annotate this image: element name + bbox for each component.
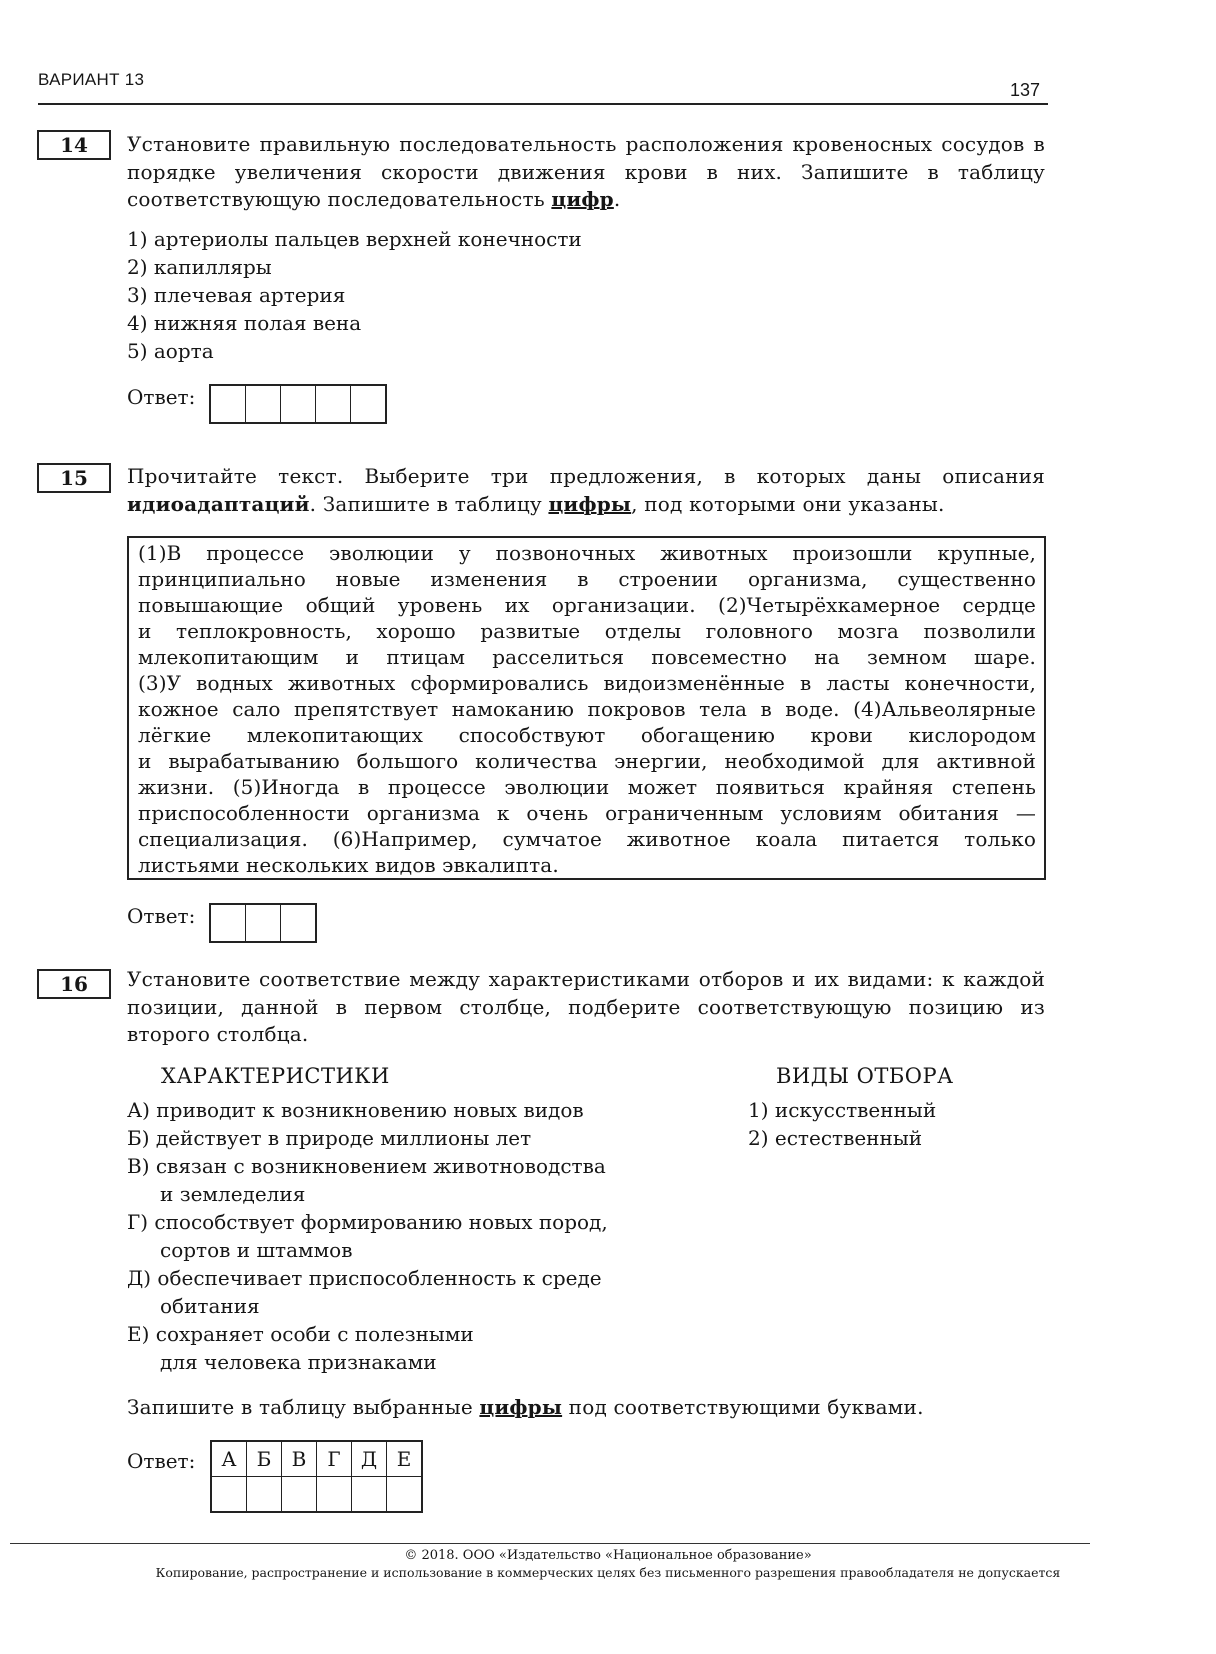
letter-cell: Д [352,1441,387,1477]
emphasis-digits: цифры [548,491,632,516]
answer-label: Ответ: [127,904,196,928]
answer-cell[interactable] [211,386,246,422]
list-item: 2) капилляры [127,255,272,279]
passage-line: листьями нескольких видов эвкалипта. [138,853,559,877]
answer-cell[interactable] [281,386,316,422]
passage-line: и теплокровность, хорошо развитые отделы головного мозга позволили [138,619,1036,643]
question-16-instruction: Запишите в таблицу выбранные цифры под соответствующими буквами. [127,1395,924,1419]
answer-cell[interactable] [282,1477,317,1513]
emphasis-digits: цифры [479,1395,563,1419]
passage-box [127,536,1046,880]
letter-cell: Е [387,1441,423,1477]
answer-cell[interactable] [246,386,281,422]
letter-cell: Б [247,1441,282,1477]
answer-cell[interactable] [246,905,281,941]
letter-cell: Г [317,1441,352,1477]
characteristic-item: Б) действует в природе миллионы лет [127,1126,532,1150]
passage-line: лёгкие млекопитающих способствуют обогащению крови кислородом [138,723,1036,747]
passage-line: принципиально новые изменения в строении организма, существенно [138,567,1036,591]
characteristic-item: Г) способствует формированию новых пород, сортов и штаммов [127,1210,608,1262]
question-14-options [127,225,582,365]
emphasis-digits: цифр [551,187,614,211]
selection-type-item: 2) естественный [748,1126,923,1150]
header-rule [38,103,1048,105]
selection-types-heading: ВИДЫ ОТБОРА [776,1064,954,1088]
answer-label: Ответ: [127,385,196,409]
question-15-text: Прочитайте текст. Выберите три предложения, в которых даны описания идиоадаптаций. Запишите в таблицу цифры, под которыми они указаны. [127,464,1045,516]
characteristic-item: А) приводит к возникновению новых видов [127,1098,584,1122]
answer-cell[interactable] [387,1477,423,1513]
footer-notice: Копирование, распространение и использование в коммерческих целях без письменного разрешения правообладателя не допускается [155,1565,1061,1580]
answers-row[interactable] [211,1477,422,1513]
passage-line: млекопитающим и птицам расселиться повсеместно на земном шаре. [138,645,1036,669]
passage-line: приспособленности организма к очень ограниченным условиям обитания — [138,801,1036,825]
passage-line: кожное сало препятствует намоканию покровов тела в воде. (4)Альвеолярные [138,697,1036,721]
passage-line: (1)В процессе эволюции у позвоночных животных произошли крупные, [138,541,1036,565]
answer-cell[interactable] [211,905,246,941]
characteristics-heading: ХАРАКТЕРИСТИКИ [161,1064,390,1088]
question-16-text: Установите соответствие между характеристиками отборов и их видами: к каждой позиции, данной в первом столбце, подберите соответствующую позицию из второго столбца. [127,967,1045,1046]
answer-cell[interactable] [316,386,351,422]
answer-14-grid[interactable] [209,384,387,424]
answer-cell[interactable] [281,905,315,941]
passage-line: специализация. (6)Например, сумчатое животное коала питается только [138,827,1036,851]
answer-cell[interactable] [247,1477,282,1513]
selection-types-list [748,1096,936,1152]
answer-label: Ответ: [127,1449,196,1473]
list-item: 3) плечевая артерия [127,283,346,307]
passage-line: и вырабатыванию большого количества энергии, необходимой для активной [138,749,1036,773]
list-item: 5) аорта [127,339,214,363]
list-item: 1) артериолы пальцев верхней конечности [127,227,582,251]
answer-cell[interactable] [352,1477,387,1513]
passage-line: жизни. (5)Иногда в процессе эволюции может появиться крайняя степень [138,775,1036,799]
list-item: 4) нижняя полая вена [127,311,362,335]
answer-15-grid[interactable] [209,903,317,943]
letters-row [211,1441,422,1477]
passage-line: повышающие общий уровень их организации. (2)Четырёхкамерное сердце [138,593,1036,617]
answer-cell[interactable] [317,1477,352,1513]
footer-copyright: © 2018. ООО «Издательство «Национальное образование» [404,1548,812,1563]
letter-cell: В [282,1441,317,1477]
letter-cell: А [211,1441,247,1477]
answer-cell[interactable] [211,1477,247,1513]
question-14-number: 14 [37,130,111,160]
variant-title: ВАРИАНТ 13 [38,70,145,89]
characteristic-item: Е) сохраняет особи с полезными для человека признаками [127,1322,474,1374]
characteristic-item: Д) обеспечивает приспособленность к среде обитания [127,1266,602,1318]
selection-type-item: 1) искусственный [748,1098,937,1122]
footer-rule [10,1543,1090,1544]
question-14-text: Установите правильную последовательность расположения кровеносных сосудов в порядке увеличения скорости движения крови в них. Запишите в таблицу соответствующую последовательность цифр. [127,132,1045,211]
passage-line: (3)У водных животных сформировались видоизменённые в ласты конечности, [138,671,1036,695]
answer-cell[interactable] [351,386,385,422]
characteristics-list [127,1096,687,1376]
question-16-number: 16 [37,969,111,999]
page-number: 137 [1010,80,1041,100]
characteristic-item: В) связан с возникновением животноводства и земледелия [127,1154,606,1206]
emphasis-idioadaptations: идиоадаптаций [127,491,310,516]
question-15-number: 15 [37,463,111,493]
answer-16-table[interactable] [210,1440,423,1513]
